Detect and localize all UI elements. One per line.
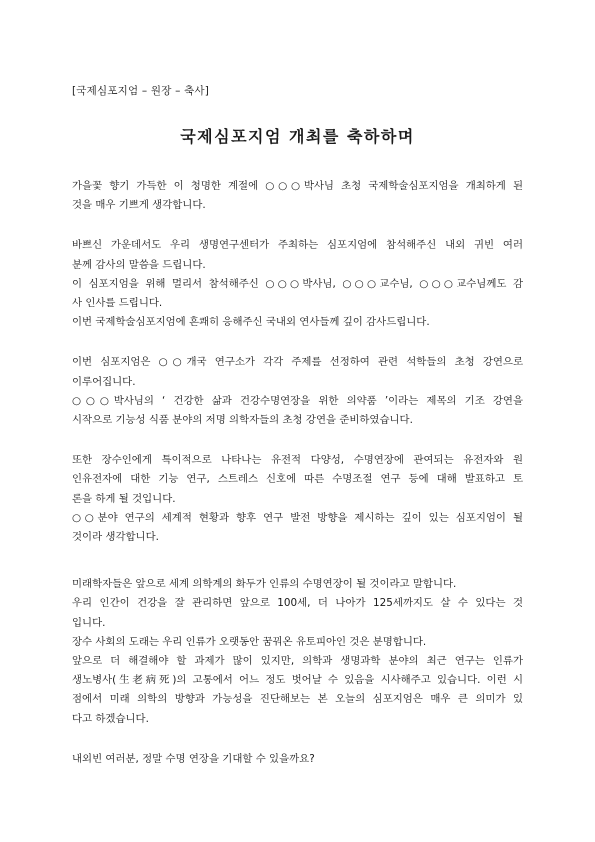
text-line: 이 심포지엄을 위해 멀리서 참석해주신 ○○○박사님, ○○○교수님, ○○○교수님께도 감 <box>72 277 523 290</box>
text-line: 시작으로 기능성 식품 분야의 저명 의학자들의 초청 강연을 준비하였습니다. <box>72 414 413 427</box>
paragraph-5 <box>72 575 523 729</box>
text-line: 입니다. <box>72 616 106 629</box>
paragraph-4 <box>72 451 523 547</box>
text-line: 점에서 미래 의학의 방향과 가능성을 진단해보는 본 오늘의 심포지엄은 매우 큰 의미가 있 <box>72 693 523 706</box>
text-line: 분께 감사의 말씀을 드립니다. <box>72 258 206 271</box>
text-line: 앞으로 더 해결해야 할 과제가 많이 있지만, 의학과 생명과학 분야의 최근 연구는 인류가 <box>72 655 523 668</box>
text-line: 이번 심포지엄은 ○○개국 연구소가 각각 주제를 선정하여 관련 석학들의 초청 강연으로 <box>72 356 523 369</box>
paragraph-2 <box>72 236 523 332</box>
document-title: 국제심포지엄 개최를 축하하며 <box>180 127 415 146</box>
text-line: 우리 인간이 건강을 잘 관리하면 앞으로 100세, 더 나아가 125세까지도 살 수 있다는 것 <box>72 597 523 610</box>
text-line: 것이라 생각합니다. <box>72 531 159 544</box>
text-line: 인유전자에 대한 기능 연구, 스트레스 신호에 따른 수명조절 연구 등에 대해 발표하고 토 <box>72 473 523 486</box>
text-line: 장수 사회의 도래는 우리 인류가 오랫동안 꿈꿔온 유토피아인 것은 분명합니다. <box>72 635 427 648</box>
text-line: 다고 하겠습니다. <box>72 712 149 725</box>
text-line: 사 인사를 드립니다. <box>72 297 163 310</box>
header-tag: [국제심포지엄 – 원장 – 축사] <box>72 85 210 97</box>
paragraph-6 <box>72 750 523 769</box>
text-line: 바쁘신 가운데서도 우리 생명연구센터가 주최하는 심포지엄에 참석해주신 내외 귀빈 여러 <box>72 239 523 252</box>
text-line: ○○분야 연구의 세계적 현황과 향후 연구 발전 방향을 제시하는 깊이 있는 심포지엄이 될 <box>72 511 523 524</box>
text-line: 또한 장수인에게 특이적으로 나타나는 유전적 다양성, 수명연장에 관여되는 유전자와 원 <box>72 454 523 467</box>
text-line: 것을 매우 기쁘게 생각합니다. <box>72 199 206 212</box>
text-line: 미래학자들은 앞으로 세계 의학계의 화두가 인류의 수명연장이 될 것이라고 말합니다. <box>72 578 457 591</box>
text-line: ○○○박사님의 ‘ 건강한 삶과 건강수명연장을 위한 의약품 ’이라는 제목의 기조 강연을 <box>72 394 523 407</box>
text-line: 생노병사(生老病死)의 고통에서 어느 정도 벗어날 수 있음을 시사해주고 있습니다. 이런 시 <box>72 674 523 687</box>
text-line: 이루어집니다. <box>72 375 136 388</box>
text-line: 가을꽃 향기 가득한 이 청명한 계절에 ○○○박사님 초청 국제학술심포지엄을 개최하게 된 <box>72 180 523 192</box>
paragraph-3 <box>72 353 523 430</box>
text-line: 이번 국제학술심포지엄에 흔쾌히 응해주신 국내외 연사들께 깊이 감사드립니다. <box>72 316 430 329</box>
text-line: 내외빈 여러분, 정말 수명 연장을 기대할 수 있을까요? <box>72 752 315 765</box>
text-line: 론을 하게 될 것입니다. <box>72 492 176 505</box>
paragraph-1 <box>72 177 523 215</box>
